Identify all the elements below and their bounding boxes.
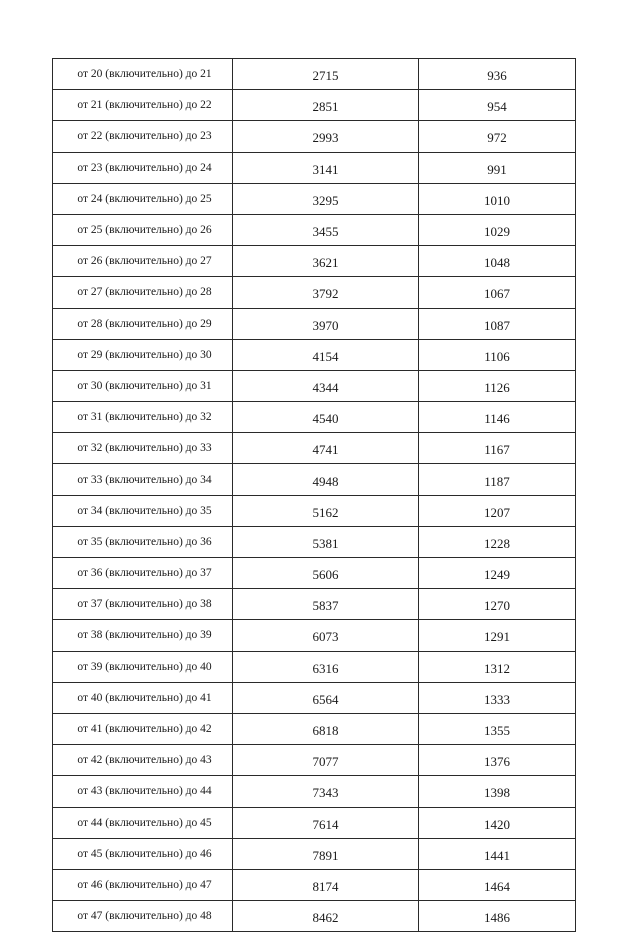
value1-cell: 7077: [233, 745, 419, 776]
range-cell: от 22 (включительно) до 23: [53, 121, 233, 152]
value2-cell: 1067: [419, 277, 576, 308]
value2-cell: 1355: [419, 713, 576, 744]
value1-cell: 3621: [233, 246, 419, 277]
value1-cell: 5837: [233, 589, 419, 620]
value2-cell: 1312: [419, 651, 576, 682]
range-cell: от 37 (включительно) до 38: [53, 589, 233, 620]
range-cell: от 28 (включительно) до 29: [53, 308, 233, 339]
table-row: [53, 402, 576, 433]
value1-cell: 3792: [233, 277, 419, 308]
range-cell: от 33 (включительно) до 34: [53, 464, 233, 495]
rates-table: [52, 58, 576, 932]
range-cell: от 35 (включительно) до 36: [53, 526, 233, 557]
table-row: [53, 308, 576, 339]
value2-cell: 1010: [419, 183, 576, 214]
value2-cell: 1376: [419, 745, 576, 776]
value2-cell: 1029: [419, 214, 576, 245]
value2-cell: 936: [419, 59, 576, 90]
value2-cell: 1187: [419, 464, 576, 495]
range-cell: от 30 (включительно) до 31: [53, 370, 233, 401]
range-cell: от 47 (включительно) до 48: [53, 901, 233, 932]
table-row: [53, 558, 576, 589]
value2-cell: 1270: [419, 589, 576, 620]
range-cell: от 39 (включительно) до 40: [53, 651, 233, 682]
range-cell: от 25 (включительно) до 26: [53, 214, 233, 245]
value1-cell: 6316: [233, 651, 419, 682]
value1-cell: 2715: [233, 59, 419, 90]
value1-cell: 8462: [233, 901, 419, 932]
value2-cell: 1486: [419, 901, 576, 932]
table-row: [53, 838, 576, 869]
value2-cell: 1398: [419, 776, 576, 807]
table-row: [53, 246, 576, 277]
value2-cell: 1106: [419, 339, 576, 370]
range-cell: от 40 (включительно) до 41: [53, 682, 233, 713]
value1-cell: 4948: [233, 464, 419, 495]
table-row: [53, 277, 576, 308]
value2-cell: 1146: [419, 402, 576, 433]
table-row: [53, 869, 576, 900]
value2-cell: 1126: [419, 370, 576, 401]
table-row: [53, 152, 576, 183]
table-row: [53, 620, 576, 651]
range-cell: от 42 (включительно) до 43: [53, 745, 233, 776]
table-row: [53, 745, 576, 776]
value2-cell: 1441: [419, 838, 576, 869]
table-row: [53, 214, 576, 245]
range-cell: от 27 (включительно) до 28: [53, 277, 233, 308]
value2-cell: 1228: [419, 526, 576, 557]
value1-cell: 3970: [233, 308, 419, 339]
table-row: [53, 526, 576, 557]
table-row: [53, 464, 576, 495]
value1-cell: 4540: [233, 402, 419, 433]
value1-cell: 3141: [233, 152, 419, 183]
table-row: [53, 901, 576, 932]
value1-cell: 5162: [233, 495, 419, 526]
value2-cell: 1087: [419, 308, 576, 339]
value1-cell: 6818: [233, 713, 419, 744]
value2-cell: 1291: [419, 620, 576, 651]
range-cell: от 24 (включительно) до 25: [53, 183, 233, 214]
value1-cell: 4741: [233, 433, 419, 464]
table-row: [53, 589, 576, 620]
range-cell: от 36 (включительно) до 37: [53, 558, 233, 589]
value2-cell: 1048: [419, 246, 576, 277]
range-cell: от 46 (включительно) до 47: [53, 869, 233, 900]
table-row: [53, 339, 576, 370]
value1-cell: 8174: [233, 869, 419, 900]
table-row: [53, 59, 576, 90]
table-row: [53, 776, 576, 807]
value2-cell: 1464: [419, 869, 576, 900]
value1-cell: 4154: [233, 339, 419, 370]
table-row: [53, 682, 576, 713]
value1-cell: 3295: [233, 183, 419, 214]
value1-cell: 7891: [233, 838, 419, 869]
value1-cell: 7343: [233, 776, 419, 807]
table-row: [53, 90, 576, 121]
rates-table-body: [53, 59, 576, 932]
range-cell: от 21 (включительно) до 22: [53, 90, 233, 121]
range-cell: от 20 (включительно) до 21: [53, 59, 233, 90]
value2-cell: 972: [419, 121, 576, 152]
value1-cell: 2993: [233, 121, 419, 152]
table-row: [53, 495, 576, 526]
table-row: [53, 651, 576, 682]
range-cell: от 45 (включительно) до 46: [53, 838, 233, 869]
range-cell: от 31 (включительно) до 32: [53, 402, 233, 433]
value1-cell: 6073: [233, 620, 419, 651]
table-row: [53, 121, 576, 152]
value1-cell: 2851: [233, 90, 419, 121]
value2-cell: 1333: [419, 682, 576, 713]
range-cell: от 23 (включительно) до 24: [53, 152, 233, 183]
range-cell: от 38 (включительно) до 39: [53, 620, 233, 651]
table-row: [53, 713, 576, 744]
range-cell: от 41 (включительно) до 42: [53, 713, 233, 744]
value1-cell: 4344: [233, 370, 419, 401]
value1-cell: 7614: [233, 807, 419, 838]
range-cell: от 34 (включительно) до 35: [53, 495, 233, 526]
range-cell: от 44 (включительно) до 45: [53, 807, 233, 838]
range-cell: от 26 (включительно) до 27: [53, 246, 233, 277]
range-cell: от 32 (включительно) до 33: [53, 433, 233, 464]
value2-cell: 991: [419, 152, 576, 183]
value2-cell: 1167: [419, 433, 576, 464]
table-row: [53, 807, 576, 838]
value1-cell: 5606: [233, 558, 419, 589]
range-cell: от 43 (включительно) до 44: [53, 776, 233, 807]
value1-cell: 6564: [233, 682, 419, 713]
value1-cell: 5381: [233, 526, 419, 557]
value2-cell: 954: [419, 90, 576, 121]
value2-cell: 1207: [419, 495, 576, 526]
value1-cell: 3455: [233, 214, 419, 245]
value2-cell: 1420: [419, 807, 576, 838]
table-row: [53, 370, 576, 401]
table-row: [53, 433, 576, 464]
table-row: [53, 183, 576, 214]
value2-cell: 1249: [419, 558, 576, 589]
range-cell: от 29 (включительно) до 30: [53, 339, 233, 370]
